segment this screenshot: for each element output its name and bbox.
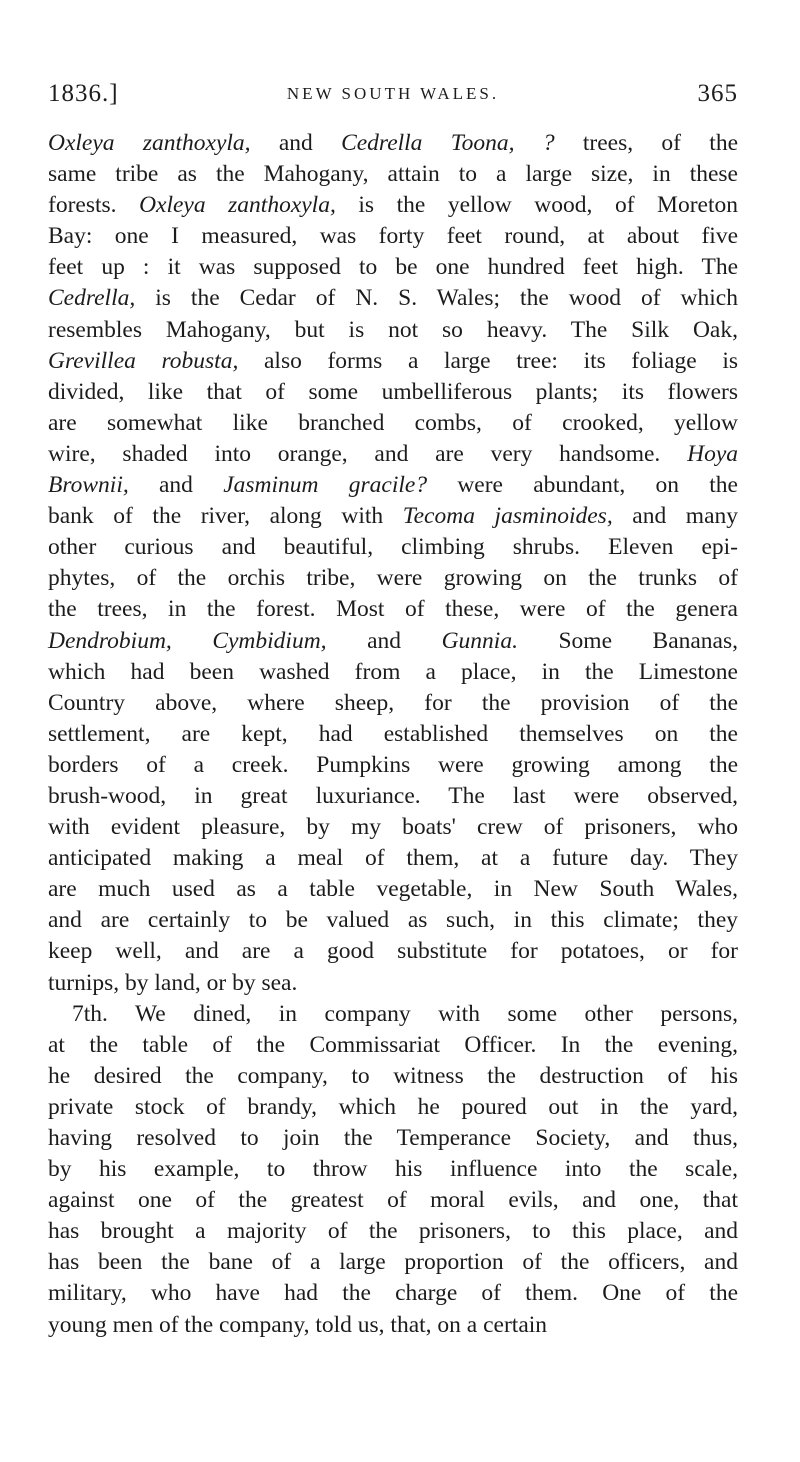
- text-segment: divided, like that of some umbelliferous plants; its flowers: [48, 378, 738, 405]
- text-segment: has been the bane of a large proportion of the officers, and: [48, 1249, 738, 1276]
- text-line: [48, 750, 738, 781]
- text-line: [48, 252, 738, 283]
- text-line: [48, 843, 738, 874]
- text-segment: by his example, to throw his influence into the scale,: [48, 1156, 738, 1183]
- text-line: [48, 159, 738, 190]
- text-segment: trees, of the: [554, 130, 738, 156]
- text-line: [48, 1092, 738, 1123]
- text-segment: forests.: [48, 192, 140, 219]
- text-line: [48, 936, 738, 967]
- text-segment: Some Bananas,: [517, 627, 739, 654]
- italic-text: Gunnia.: [441, 627, 518, 654]
- text-line: [48, 190, 738, 221]
- text-line: [48, 1310, 738, 1341]
- text-line: [48, 501, 738, 532]
- text-line: [48, 439, 738, 470]
- text-line: [48, 812, 738, 843]
- text-segment: phytes, of the orchis tribe, were growing on the trunks of: [48, 565, 738, 592]
- text-segment: he desired the company, to witness the destruction of his: [48, 1062, 738, 1089]
- text-line: [48, 1278, 738, 1309]
- text-line: [48, 1061, 738, 1092]
- text-segment: young men of the company, told us, that, on a certain: [48, 1311, 548, 1338]
- italic-text: Hoya: [687, 440, 738, 467]
- text-line: [48, 657, 738, 688]
- italic-text: Cedrella,: [48, 285, 136, 312]
- text-segment: which had been washed from a place, in the Limestone: [48, 658, 738, 685]
- italic-text: Brownii,: [48, 472, 129, 499]
- text-line: [48, 719, 738, 750]
- text-segment: wire, shaded into orange, and are very handsome.: [48, 440, 688, 467]
- text-line: [48, 408, 738, 439]
- text-segment: are somewhat like branched combs, of crooked, yellow: [48, 409, 738, 436]
- body-text: [48, 128, 738, 1341]
- text-line: [48, 532, 738, 563]
- text-line: [48, 968, 738, 999]
- text-segment: and: [326, 627, 442, 654]
- italic-text: Oxleya zanthoxyla,: [48, 130, 251, 156]
- text-segment: having resolved to join the Temperance Society, and thus,: [48, 1125, 738, 1151]
- text-segment: Country above, where sheep, for the provision of the: [48, 689, 738, 716]
- text-segment: Bay: one I measured, was forty feet round, at about five: [48, 223, 738, 250]
- text-segment: military, who have had the charge of them. One of the: [48, 1280, 738, 1307]
- text-line: [48, 905, 738, 936]
- page-number: 365: [697, 80, 738, 107]
- text-line: [48, 1123, 738, 1154]
- text-line: [48, 999, 738, 1030]
- italic-text: Oxleya zanthoxyla,: [139, 192, 336, 219]
- text-line: [48, 563, 738, 594]
- text-segment: also forms a large tree: its foliage is: [238, 347, 738, 374]
- text-line: [48, 1247, 738, 1278]
- text-segment: and are certainly to be valued as such, in this climate; they: [48, 907, 738, 934]
- italic-text: Dendrobium, Cymbidium,: [48, 627, 327, 654]
- text-segment: other curious and beautiful, climbing shrubs. Eleven epi-: [48, 534, 738, 561]
- text-line: [48, 283, 738, 314]
- text-segment: and: [128, 472, 224, 499]
- text-segment: has brought a majority of the prisoners, to this place, and: [48, 1218, 738, 1245]
- text-segment: resembles Mahogany, but is not so heavy. The Silk Oak,: [48, 316, 738, 343]
- text-segment: 7th. We dined, in company with some other persons,: [72, 1000, 738, 1027]
- text-line: [48, 626, 738, 657]
- text-segment: and: [250, 130, 342, 156]
- text-line: [48, 377, 738, 408]
- text-segment: and many: [612, 503, 738, 530]
- italic-text: Tecoma jasminoides,: [402, 503, 613, 530]
- header-year: 1836.]: [48, 80, 119, 107]
- text-segment: anticipated making a meal of them, at a future day. They: [48, 845, 738, 872]
- text-line: [48, 688, 738, 719]
- text-segment: brush-wood, in great luxuriance. The last were observed,: [48, 782, 738, 809]
- text-segment: the trees, in the forest. Most of these, were of the genera: [48, 596, 738, 623]
- text-line: [48, 594, 738, 625]
- text-segment: at the table of the Commissariat Officer. In the evening,: [48, 1031, 738, 1058]
- text-segment: is the yellow wood, of Moreton: [335, 192, 738, 219]
- text-line: [48, 315, 738, 346]
- text-line: [48, 346, 738, 377]
- text-segment: feet up : it was supposed to be one hundred feet high. The: [48, 254, 738, 281]
- text-segment: keep well, and are a good substitute for potatoes, or for: [48, 938, 738, 965]
- text-segment: settlement, are kept, had established themselves on the: [48, 720, 738, 747]
- text-line: [48, 781, 738, 812]
- text-segment: borders of a creek. Pumpkins were growing among the: [48, 751, 738, 778]
- text-segment: private stock of brandy, which he poured out in the yard,: [48, 1093, 738, 1120]
- running-head: [48, 72, 738, 112]
- text-segment: against one of the greatest of moral evils, and one, that: [48, 1187, 738, 1214]
- text-segment: are much used as a table vegetable, in New South Wales,: [48, 876, 738, 903]
- header-title: NEW SOUTH WALES.: [286, 84, 500, 103]
- text-line: [48, 1185, 738, 1216]
- text-segment: same tribe as the Mahogany, attain to a large size, in these: [48, 161, 738, 188]
- text-line: [48, 470, 738, 501]
- text-segment: with evident pleasure, by my boats' crew of prisoners, who: [48, 814, 738, 841]
- italic-text: Cedrella Toona, ?: [341, 130, 555, 156]
- text-segment: bank of the river, along with: [48, 503, 403, 530]
- text-line: [48, 128, 738, 159]
- text-segment: turnips, by land, or by sea.: [48, 969, 298, 996]
- text-line: [48, 874, 738, 905]
- text-line: [48, 1216, 738, 1247]
- text-line: [48, 1154, 738, 1185]
- text-line: [48, 1030, 738, 1061]
- text-line: [48, 221, 738, 252]
- text-segment: is the Cedar of N. S. Wales; the wood of which: [135, 285, 738, 312]
- text-segment: were abundant, on the: [427, 472, 738, 499]
- italic-text: Grevillea robusta,: [48, 347, 239, 374]
- italic-text: Jasminum gracile?: [223, 472, 428, 499]
